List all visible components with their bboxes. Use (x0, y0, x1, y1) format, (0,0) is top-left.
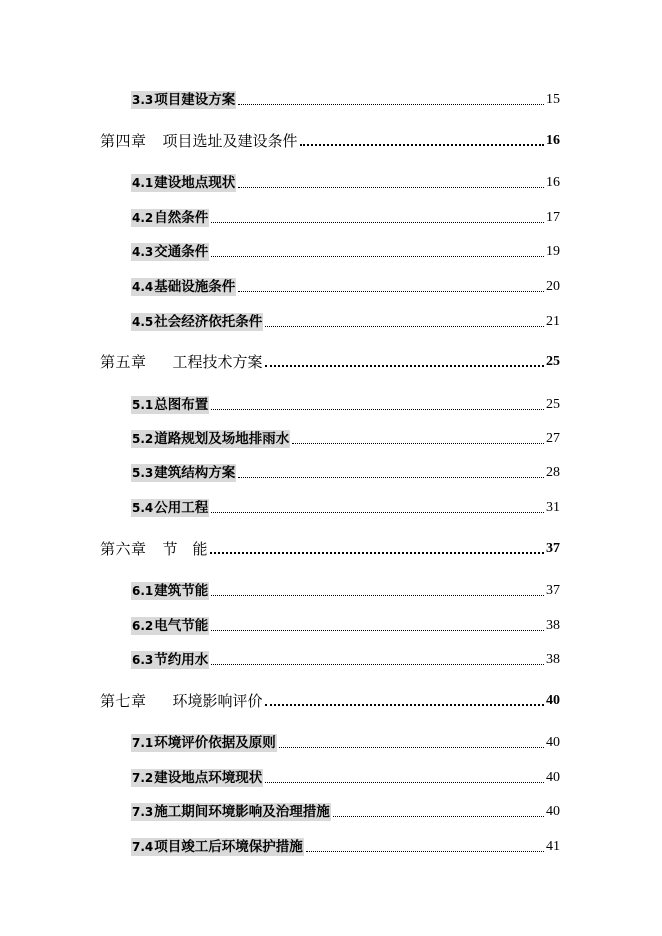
dot-leader (210, 552, 544, 554)
section-title: 节约用水 (154, 652, 209, 668)
dot-leader (333, 816, 544, 817)
section-number: 5.3 (132, 466, 154, 480)
chapter-title: 工程技术方案 (172, 353, 263, 371)
toc-entry-4-5[interactable] (131, 309, 560, 331)
section-number: 7.2 (132, 771, 154, 785)
toc-chapter-4[interactable] (100, 128, 560, 150)
chapter-number: 第七章 (100, 692, 147, 710)
toc-entry-5-3[interactable] (131, 460, 560, 482)
toc-entry-7-2[interactable] (131, 765, 560, 787)
chapter-title: 环境影响评价 (172, 692, 263, 710)
toc-entry-4-4[interactable] (131, 274, 560, 296)
chapter-number: 第五章 (100, 353, 147, 371)
dot-leader (306, 851, 544, 852)
page-number: 17 (546, 210, 560, 225)
toc-entry-4-2[interactable] (131, 205, 560, 227)
toc-chapter-6[interactable] (100, 536, 560, 558)
section-title: 社会经济依托条件 (154, 314, 263, 330)
section-number: 4.2 (132, 211, 154, 225)
section-number: 6.1 (132, 584, 154, 598)
dot-leader (279, 747, 544, 748)
section-title: 施工期间环境影响及治理措施 (154, 804, 330, 820)
page-number: 37 (546, 541, 560, 556)
dot-leader (238, 104, 544, 105)
dot-leader (300, 144, 544, 146)
section-number: 7.4 (132, 840, 154, 854)
section-title: 道路规划及场地排雨水 (154, 431, 290, 447)
section-number: 5.1 (132, 398, 154, 412)
dot-leader (211, 409, 544, 410)
section-title: 建筑结构方案 (154, 465, 236, 481)
dot-leader (211, 222, 544, 223)
toc-chapter-7[interactable] (100, 688, 560, 710)
toc-entry-4-1[interactable] (131, 170, 560, 192)
page-number: 38 (546, 618, 560, 633)
section-title: 项目建设方案 (154, 92, 236, 108)
dot-leader (265, 704, 544, 706)
section-title: 交通条件 (154, 244, 209, 260)
toc-chapter-5[interactable] (100, 349, 560, 371)
section-number: 3.3 (132, 93, 154, 107)
page-number: 38 (546, 652, 560, 667)
section-title: 建设地点环境现状 (154, 770, 263, 786)
section-title: 总图布置 (154, 397, 209, 413)
page-number: 25 (546, 354, 560, 369)
dot-leader (265, 365, 544, 367)
dot-leader (238, 477, 544, 478)
page-number: 21 (546, 314, 560, 329)
chapter-title: 项目选址及建设条件 (162, 132, 298, 150)
page-number: 40 (546, 770, 560, 785)
section-number: 6.3 (132, 653, 154, 667)
section-title: 公用工程 (154, 500, 209, 516)
toc-entry-4-3[interactable] (131, 239, 560, 261)
dot-leader (265, 326, 544, 327)
dot-leader (265, 782, 544, 783)
page-number: 25 (546, 397, 560, 412)
toc-entry-6-3[interactable] (131, 647, 560, 669)
section-title: 自然条件 (154, 210, 209, 226)
page-number: 27 (546, 431, 560, 446)
page-number: 16 (546, 175, 560, 190)
section-title: 项目竣工后环境保护措施 (154, 839, 303, 855)
page-number: 20 (546, 279, 560, 294)
dot-leader (211, 664, 544, 665)
section-title: 环境评价依据及原则 (154, 735, 276, 751)
chapter-title: 节 能 (162, 540, 208, 558)
chapter-number: 第六章 (100, 540, 147, 558)
page-number: 31 (546, 500, 560, 515)
section-title: 建设地点现状 (154, 175, 236, 191)
toc-entry-7-3[interactable] (131, 799, 560, 821)
page-number: 40 (546, 735, 560, 750)
section-number: 5.4 (132, 501, 154, 515)
page-number: 28 (546, 465, 560, 480)
toc-entry-5-1[interactable] (131, 392, 560, 414)
toc-entry-7-1[interactable] (131, 730, 560, 752)
section-number: 7.1 (132, 736, 154, 750)
page-number: 37 (546, 583, 560, 598)
page-number: 16 (546, 133, 560, 148)
section-title: 电气节能 (154, 618, 209, 634)
dot-leader (211, 595, 544, 596)
page-number: 40 (546, 804, 560, 819)
section-number: 6.2 (132, 619, 154, 633)
section-title: 基础设施条件 (154, 279, 236, 295)
section-number: 4.5 (132, 315, 154, 329)
page-number: 40 (546, 693, 560, 708)
toc-entry-3-3[interactable] (131, 87, 560, 109)
dot-leader (292, 443, 544, 444)
dot-leader (211, 256, 544, 257)
dot-leader (238, 291, 544, 292)
page-number: 15 (546, 92, 560, 107)
toc-entry-5-2[interactable] (131, 426, 560, 448)
page-number: 41 (546, 839, 560, 854)
toc-entry-7-4[interactable] (131, 834, 560, 856)
dot-leader (238, 187, 544, 188)
dot-leader (211, 630, 544, 631)
chapter-number: 第四章 (100, 132, 147, 150)
section-number: 4.3 (132, 245, 154, 259)
section-title: 建筑节能 (154, 583, 209, 599)
section-number: 5.2 (132, 432, 154, 446)
section-number: 4.1 (132, 176, 154, 190)
section-number: 4.4 (132, 280, 154, 294)
section-number: 7.3 (132, 805, 154, 819)
toc-entry-6-1[interactable] (131, 578, 560, 600)
page-number: 19 (546, 244, 560, 259)
toc-entry-6-2[interactable] (131, 613, 560, 635)
toc-entry-5-4[interactable] (131, 495, 560, 517)
dot-leader (211, 512, 544, 513)
